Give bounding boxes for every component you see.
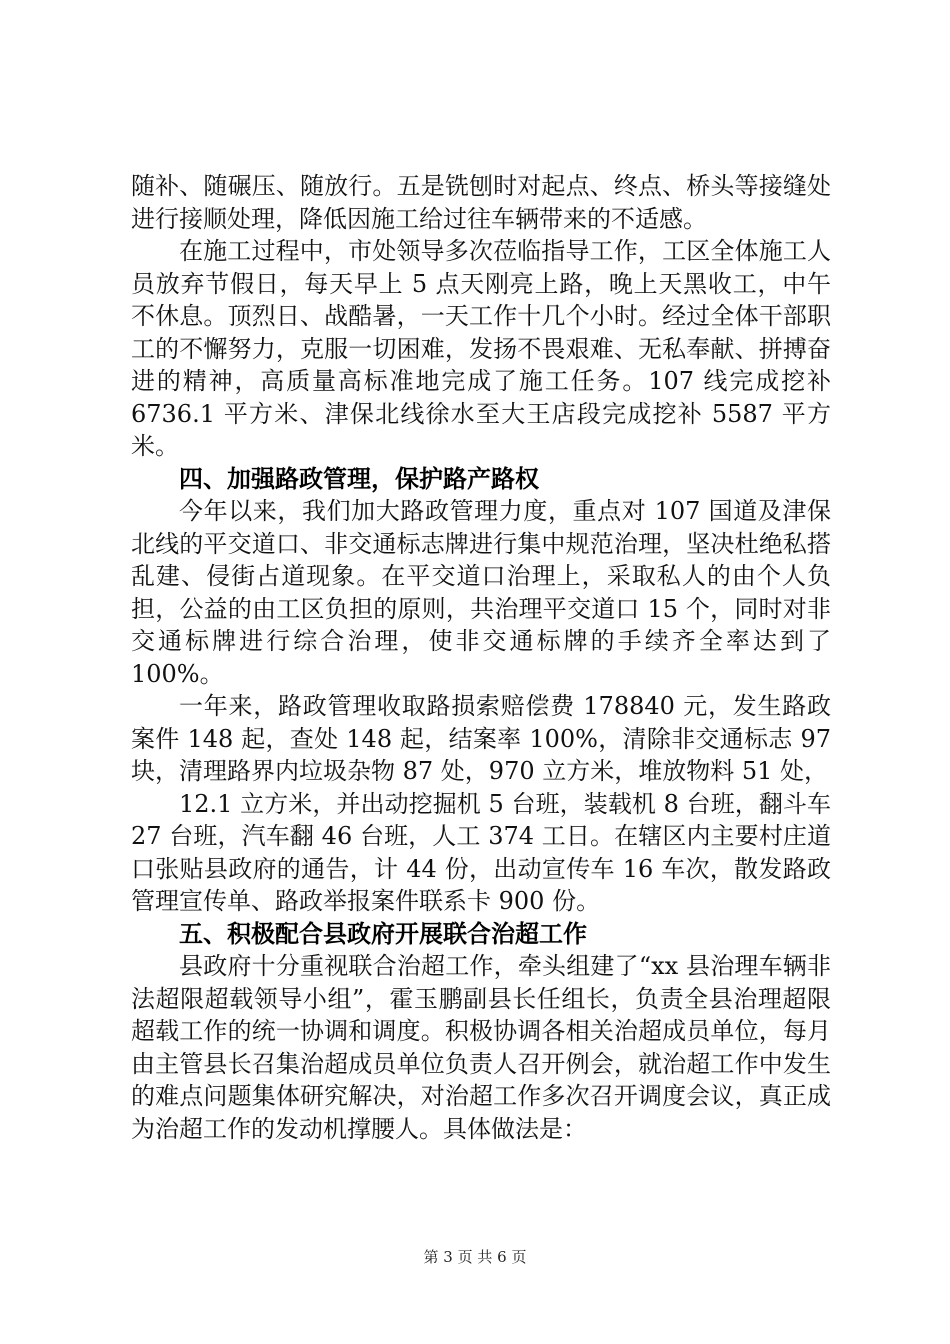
paragraph-3: 今年以来，我们加大路政管理力度，重点对 107 国道及津保北线的平交道口、非交通标志牌进行集中规范治理，坚决杜绝私搭乱建、侵街占道现象。在平交道口治理上，采取私人的由个人负担，公益的由工区负担的原则，共治理平交道口 15 个，同时对非交通标牌进行综合治理，使非交通标牌的手续齐全率达到了 100%。 (131, 497, 831, 688)
section-heading-4: 四、加强路政管理，保护路产路权 (179, 464, 539, 493)
paragraph-6: 县政府十分重视联合治超工作，牵头组建了“xx 县治理车辆非法超限超载领导小组”，霍玉鹏副县长任组长，负责全县治理超限超载工作的统一协调和调度。积极协调各相关治超成员单位，每月由主管县长召集治超成员单位负责人召开例会，就治超工作中发生的难点问题集体研究解决，对治超工作多次召开调度会议，真正成为治超工作的发动机撑腰人。具体做法是： (131, 952, 831, 1143)
paragraph-5: 12.1 立方米，并出动挖掘机 5 台班，装载机 8 台班，翻斗车 27 台班，汽车翻 46 台班，人工 374 工日。在辖区内主要村庄道口张贴县政府的通告，计 44 份，出动宣传车 16 车次，散发路政管理宣传单、路政举报案件联系卡 900 份。 (131, 789, 831, 915)
paragraph-1: 随补、随碾压、随放行。五是铣刨时对起点、终点、桥头等接缝处进行接顺处理，降低因施工给过往车辆带来的不适感。 (131, 172, 831, 233)
paragraph-4: 一年来，路政管理收取路损索赔偿费 178840 元，发生路政案件 148 起，查处 148 起，结案率 100%，清除非交通标志 97 块，清理路界内垃圾杂物 87 处，970 立方米，堆放物料 51 处， (131, 692, 831, 785)
page-footer: 第 3 页 共 6 页 (423, 1248, 527, 1266)
paragraph-2: 在施工过程中，市处领导多次莅临指导工作，工区全体施工人员放弃节假日，每天早上 5 点天刚亮上路，晚上天黑收工，中午不休息。顶烈日、战酷暑，一天工作十几个小时。经过全体干部职工的不懈努力，克服一切困难，发扬不畏艰难、无私奉献、拼搏奋进的精神，高质量高标准地完成了施工任务。107 线完成挖补 6736.1 平方米、津保北线徐水至大王店段完成挖补 5587 平方米。 (131, 237, 831, 460)
document-body (131, 170, 831, 1145)
section-heading-5: 五、积极配合县政府开展联合治超工作 (179, 919, 587, 948)
